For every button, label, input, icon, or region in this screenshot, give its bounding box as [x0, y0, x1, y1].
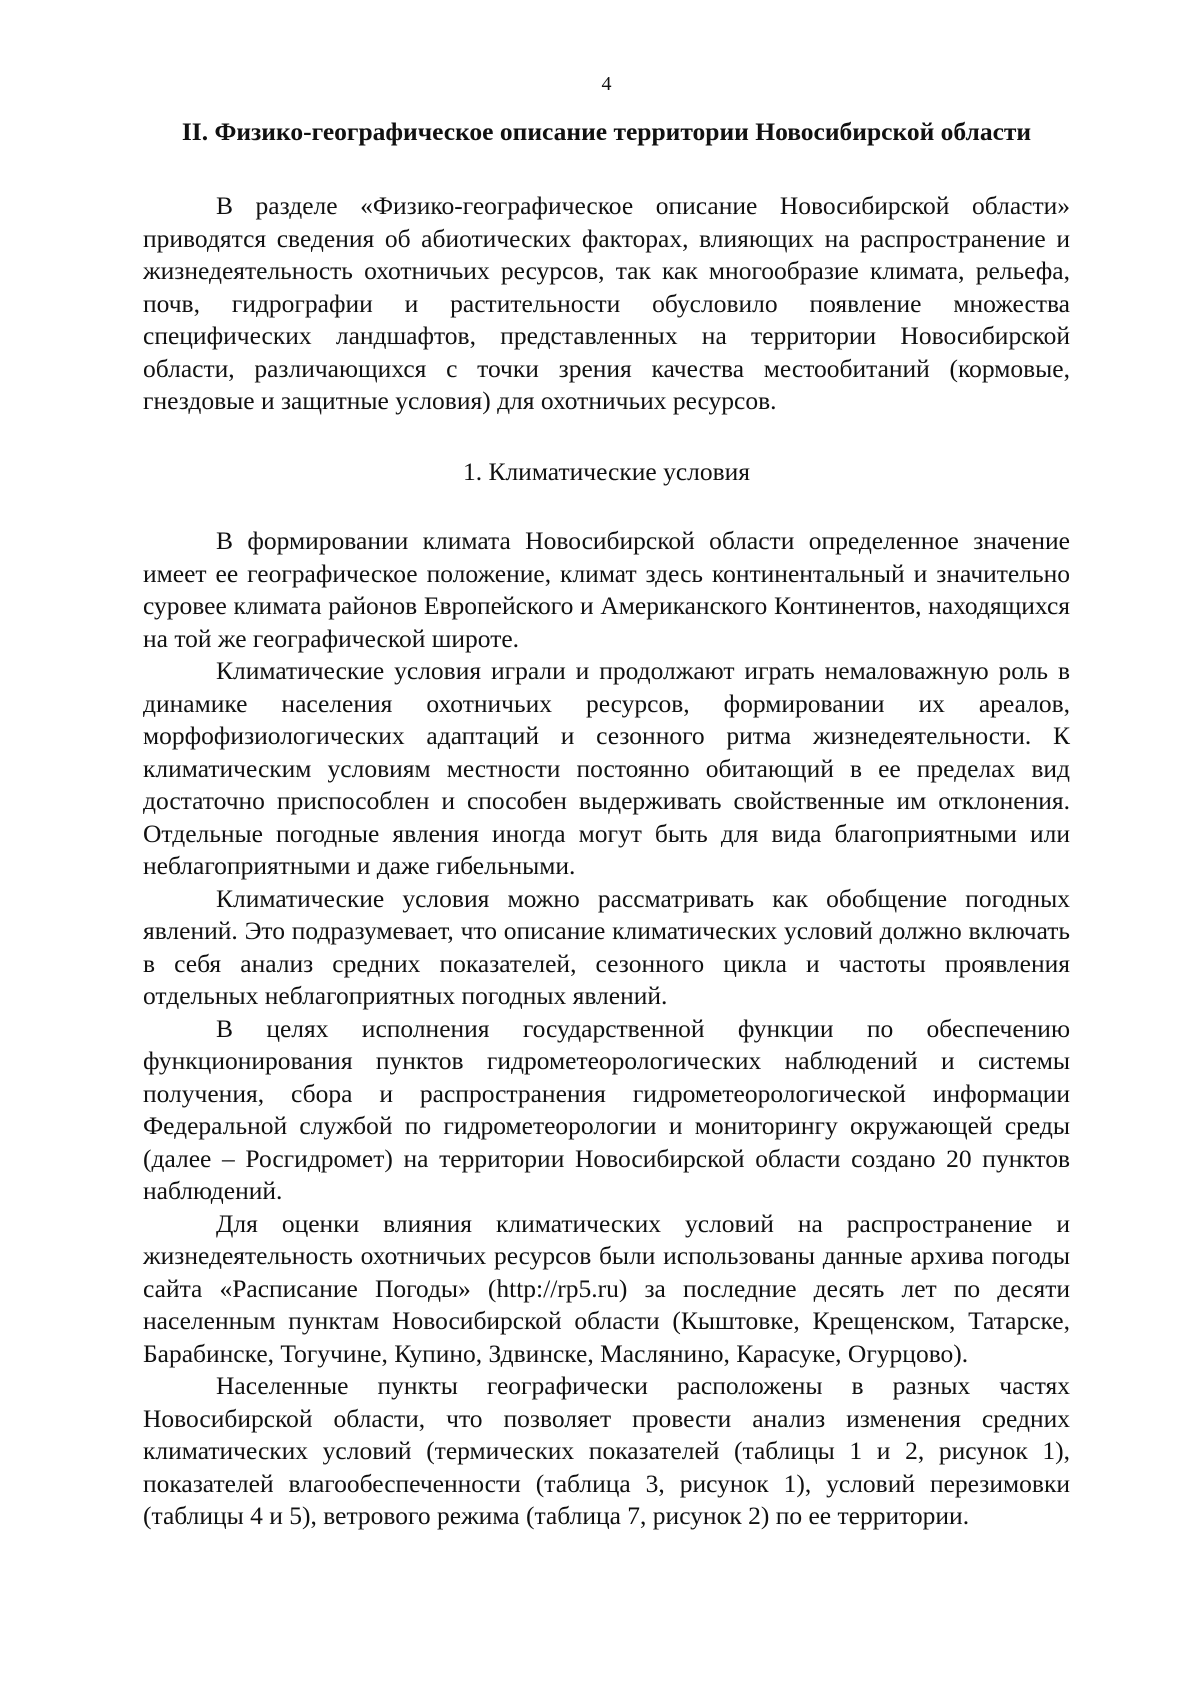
paragraph-settlements: Населенные пункты географически расположены в разных частях Новосибирской области, что позволяет провести анализ изменения средних климатических условий (термических показателей (таблицы 1 и 2, рисунок 1), показателей влагообеспеченности (таблица 3, рисунок 1), условий перезимовки (таблицы 4 и 5), ветрового режима (таблица 7, рисунок 2) по ее территории. [143, 1371, 1070, 1530]
paragraph-climate-generalization: Климатические условия можно рассматривать как обобщение погодных явлений. Это подразумевает, что описание климатических условий должно включать в себя анализ средних показателей, сезонного цикла и частоты проявления отдельных неблагоприятных погодных явлений. [143, 883, 1070, 1010]
section-title: II. Физико-географическое описание территории Новосибирской области [181, 117, 1032, 146]
paragraph-climate-formation: В формировании климата Новосибирской области определенное значение имеет ее географическое положение, климат здесь континентальный и значительно суровее климата районов Европейского и Американского Континентов, находящихся на той же географической широте. [143, 526, 1070, 653]
intro-paragraph: В разделе «Физико-географическое описание Новосибирской области» приводятся сведения об абиотических факторах, влияющих на распространение и жизнедеятельность охотничьих ресурсов, так как многообразие климата, рельефа, почв, гидрографии и растительности обусловило появление множества специфических ландшафтов, представленных на территории Новосибирской области, различающихся с точки зрения качества местообитаний (кормовые, гнездовые и защитные условия) для охотничьих ресурсов. [143, 191, 1070, 415]
paragraph-roshydromet: В целях исполнения государственной функции по обеспечению функционирования пунктов гидрометеорологических наблюдений и системы получения, сбора и распространения гидрометеорологической информации Федеральной службой по гидрометеорологии и мониторингу окружающей среды (далее – Росгидромет) на территории Новосибирской области создано 20 пунктов наблюдений. [143, 1013, 1070, 1205]
paragraph-climate-role: Климатические условия играли и продолжают играть немаловажную роль в динамике населения охотничьих ресурсов, формировании их ареалов, морфофизиологических адаптаций и сезонного ритма жизнедеятельности. К климатическим условиям местности постоянно обитающий в ее пределах вид достаточно приспособлен и способен выдерживать свойственные им отклонения. Отдельные погодные явления иногда могут быть для вида благоприятными или неблагоприятными и даже гибельными. [143, 656, 1070, 880]
paragraph-data-sources: Для оценки влияния климатических условий на распространение и жизнедеятельность охотничьих ресурсов были использованы данные архива погоды сайта «Расписание Погоды» (http://rp5.ru) за последние десять лет по десяти населенным пунктам Новосибирской области (Кыштовке, Крещенском, Татарске, Барабинске, Тогучине, Купино, Здвинске, Маслянино, Карасуке, Огурцово). [143, 1208, 1070, 1368]
subsection-title: 1. Климатические условия [462, 456, 751, 486]
page-number: 4 [601, 73, 612, 95]
